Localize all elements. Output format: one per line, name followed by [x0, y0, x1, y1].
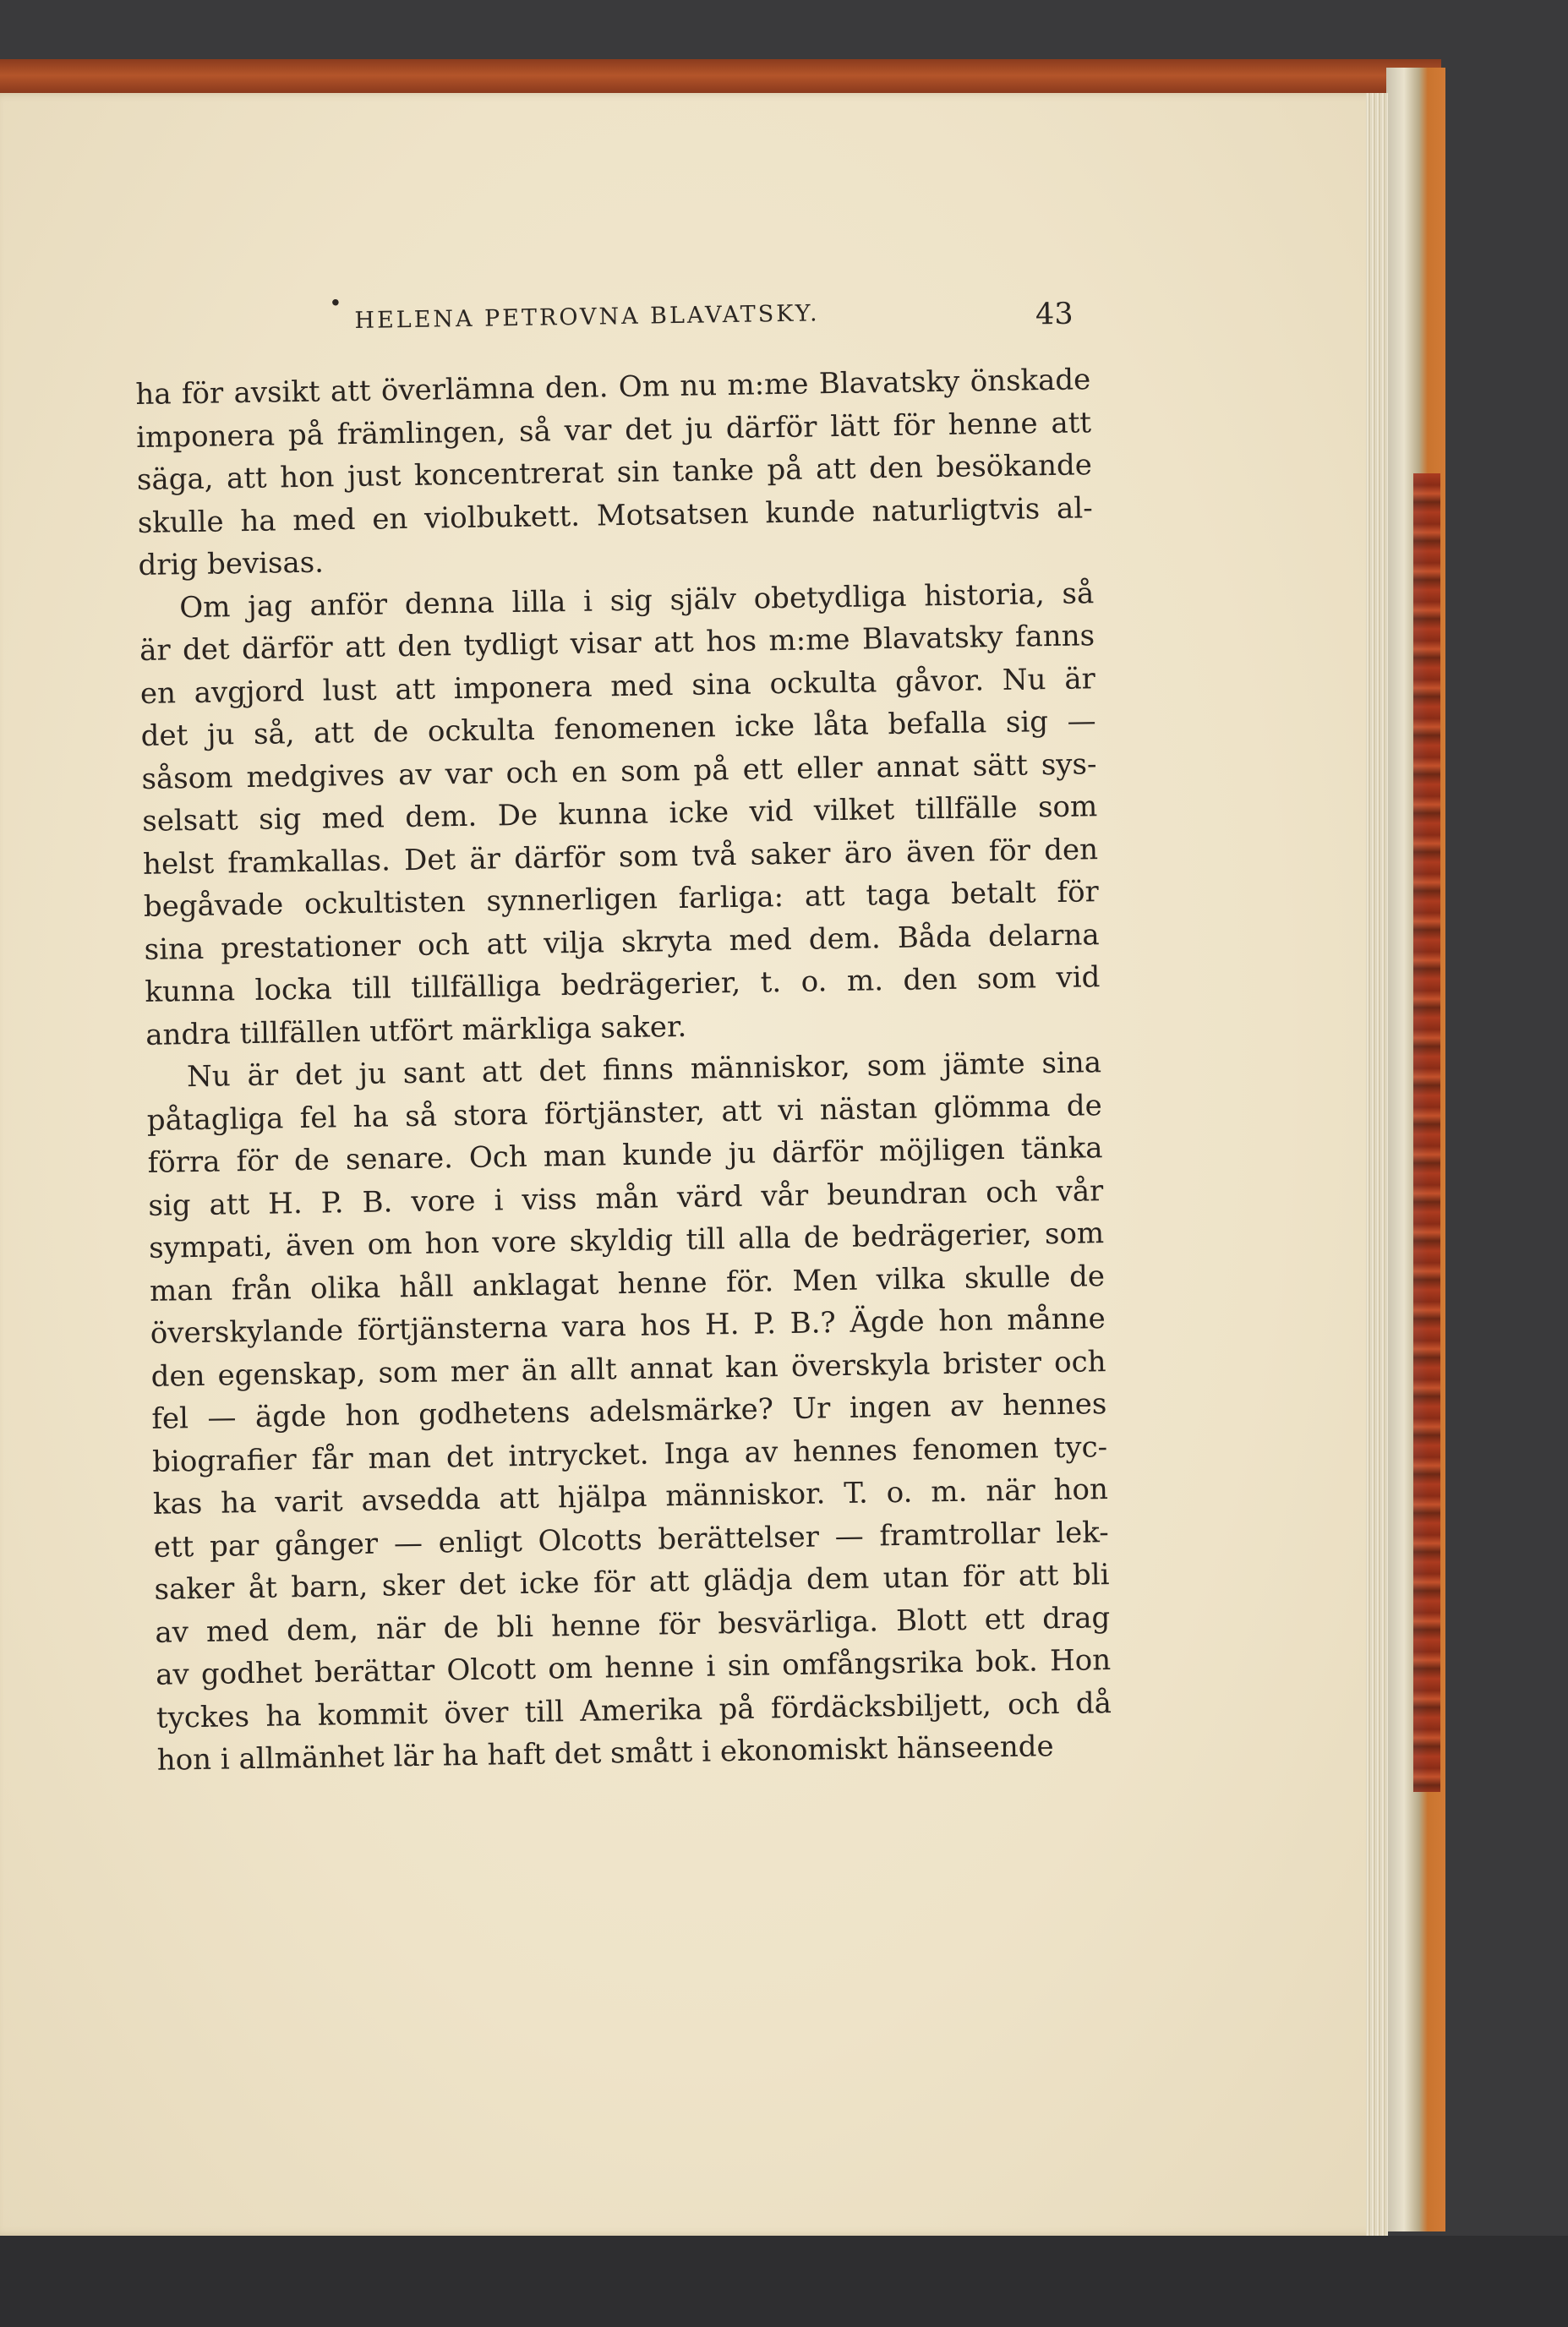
text-line: förra för de senare. Och man kunde ju därför möjligen tänka: [147, 1131, 1103, 1180]
text-line: saker åt barn, sker det icke för att glädja dem utan för att bli: [154, 1558, 1110, 1607]
text-line: överskylande förtjänsterna vara hos H. P. B.? Ägde hon månne: [150, 1302, 1106, 1351]
text-line: skulle ha med en violbukett. Motsatsen kunde naturligtvis al-: [137, 490, 1093, 540]
text-line: påtagliga fel ha så stora förtjänster, att vi nästan glömma de: [146, 1088, 1103, 1138]
text-line: drig bevisas.: [138, 545, 325, 582]
text-line: den egenskap, som mer än allt annat kan överskyla brister och: [150, 1344, 1106, 1394]
text-line: Om jag anför denna lilla i sig själv obetydliga historia, så: [179, 576, 1095, 625]
text-line: en avgjord lust att imponera med sina ockulta gåvor. Nu är: [139, 661, 1096, 711]
text-line: sig att H. P. B. vore i viss mån värd vår beundran och vår: [148, 1173, 1104, 1223]
text-line: hon i allmänhet lär ha haft det smått i ekonomiskt hänseende: [156, 1729, 1054, 1778]
text-line: ha för avsikt att överlämna den. Om nu m:me Blavatsky önskade: [135, 363, 1091, 412]
text-line: man från olika håll anklagat henne för. Men vilka skulle de: [149, 1259, 1106, 1308]
page-stack-edge: [1366, 93, 1388, 2236]
scan-background-top: [0, 0, 1568, 59]
body-text: [135, 358, 1112, 1782]
text-line: selsatt sig med dem. De kunna icke vid vilket tillfälle som: [142, 789, 1098, 838]
text-line: såsom medgives av var och en som på ett eller annat sätt sys-: [141, 746, 1097, 796]
text-line: är det därför att den tydligt visar att hos m:me Blavatsky fanns: [139, 619, 1095, 668]
text-line: ett par gånger — enligt Olcotts berättelser — framtrollar lek-: [153, 1515, 1109, 1565]
text-line: sympati, även om hon vore skyldig till alla de bedrägerier, som: [148, 1216, 1105, 1265]
text-line: Nu är det ju sant att det finns människor, som jämte sina: [186, 1046, 1102, 1095]
text-line: andra tillfällen utfört märkliga saker.: [145, 1009, 687, 1052]
header-title: HELENA PETROVNA BLAVATSKY.: [354, 300, 820, 335]
text-line: imponera på främlingen, så var det ju därför lätt för henne att: [135, 405, 1092, 455]
spine-cloth-texture: [1413, 473, 1440, 1792]
text-line: fel — ägde hon godhetens adelsmärke? Ur ingen av hennes: [151, 1387, 1107, 1436]
text-line: det ju så, att de ockulta fenomenen icke låta befalla sig —: [140, 704, 1096, 753]
text-line: tyckes ha kommit över till Amerika på fördäcksbiljett, och då: [156, 1685, 1112, 1735]
text-line: biografier får man det intrycket. Inga av hennes fenomen tyc-: [151, 1429, 1108, 1479]
scan-background-bottom: [0, 2236, 1568, 2327]
text-line: säga, att hon just koncentrerat sin tanke på att den besökande: [136, 448, 1093, 497]
text-line: begåvade ockultisten synnerligen farliga: att taga betalt för: [143, 875, 1100, 924]
text-line: sina prestationer och att vilja skryta med dem. Båda delarna: [144, 917, 1100, 967]
text-line: kunna locka till tillfälliga bedrägerier, t. o. m. den som vid: [145, 960, 1101, 1009]
page-number: 43: [1035, 297, 1074, 332]
text-line: av godhet berättar Olcott om henne i sin omfångsrika bok. Hon: [155, 1643, 1112, 1692]
header-mark: •: [328, 291, 345, 317]
text-line: kas ha varit avsedda att hjälpa människor. T. o. m. när hon: [152, 1472, 1109, 1521]
text-line: av med dem, när de bli henne för besvärliga. Blott ett drag: [155, 1600, 1111, 1650]
text-line: helst framkallas. Det är därför som två saker äro även för den: [142, 832, 1099, 882]
